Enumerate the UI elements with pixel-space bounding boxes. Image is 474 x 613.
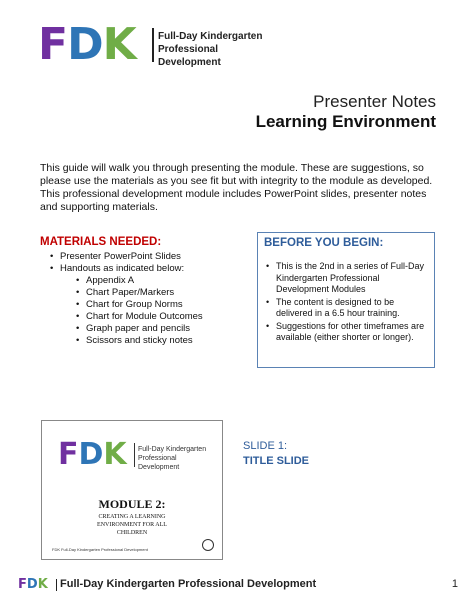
handouts-list xyxy=(60,275,240,347)
list-item: • Chart Paper/Markers xyxy=(78,287,240,299)
slide-logo-letters xyxy=(58,439,127,471)
slide-logo-line1: Full-Day Kindergarten xyxy=(138,446,207,453)
slide-logo xyxy=(58,439,208,473)
list-item: • Chart for Group Norms xyxy=(78,299,240,311)
materials-section xyxy=(40,236,240,347)
logo-letter-d: D xyxy=(67,19,103,70)
logo-letter-f: F xyxy=(58,437,79,472)
footer-logo-letters xyxy=(18,577,48,592)
slide-footer: FDK Full-Day Kindergarten Professional Development xyxy=(52,547,148,552)
logo-subtitle xyxy=(158,30,268,69)
fdk-logo-letters xyxy=(38,19,136,70)
logo-line1: Full-Day Kindergarten xyxy=(158,31,263,42)
slide-title-line: ENVIRONMENT FOR ALL xyxy=(97,522,167,528)
slide-logo-subtitle xyxy=(138,445,208,472)
list-item: • Presenter PowerPoint Slides xyxy=(52,251,240,263)
list-item: • Scissors and sticky notes xyxy=(78,335,240,347)
slide-title-line: CHILDREN xyxy=(116,530,148,536)
slide-name: TITLE SLIDE xyxy=(243,455,309,467)
before-list xyxy=(264,261,428,344)
list-item: • Graph paper and pencils xyxy=(78,323,240,335)
list-item: • This is the 2nd in a series of Full-Day Kindergarten Professional Development Modules xyxy=(264,261,428,296)
list-item: • Chart for Module Outcomes xyxy=(78,311,240,323)
slide-module-title xyxy=(42,513,222,537)
slide-number: SLIDE 1: xyxy=(243,440,288,452)
logo-divider xyxy=(152,28,154,62)
materials-list xyxy=(40,251,240,347)
slide-logo-line2: Professional Development xyxy=(138,455,180,471)
logo-letter-d: D xyxy=(26,577,38,592)
logo-line2: Professional Development xyxy=(158,44,221,68)
logo-letter-f: F xyxy=(18,577,27,592)
slide-title-line: CREATING A LEARNING xyxy=(98,514,166,520)
logo-letter-k: K xyxy=(37,577,48,592)
slide-thumbnail xyxy=(41,420,223,560)
list-item xyxy=(52,263,240,347)
footer-text: Full-Day Kindergarten Professional Development xyxy=(60,578,317,590)
slide-module-label: MODULE 2: xyxy=(98,497,166,511)
logo-letter-k: K xyxy=(102,19,136,70)
list-item: • The content is designed to be delivered in a 6.5 hour training. xyxy=(264,297,428,320)
presenter-notes-label: Presenter Notes xyxy=(313,92,436,111)
before-heading: BEFORE YOU BEGIN: xyxy=(264,237,384,249)
materials-heading: MATERIALS NEEDED: xyxy=(40,236,162,248)
before-you-begin-box xyxy=(257,232,435,368)
fdk-logo xyxy=(38,19,268,70)
page-footer xyxy=(18,577,458,593)
list-item: • Suggestions for other timeframes are available (either shorter or longer). xyxy=(264,321,428,344)
logo-letter-d: D xyxy=(78,437,104,472)
list-item: • Appendix A xyxy=(78,275,240,287)
page-number: 1 xyxy=(451,578,458,590)
footer-divider xyxy=(56,579,57,591)
seal-icon xyxy=(202,539,214,551)
intro-paragraph: This guide will walk you through presenting the module. These are suggestions, so please use the materials as you see fit but with integrity to the module as developed. This professional development module includes PowerPoint slides, presenter notes and supporting materials. xyxy=(40,162,433,213)
list-item-label: Handouts as indicated below: xyxy=(60,263,185,274)
slide-logo-divider xyxy=(134,443,135,467)
logo-letter-k: K xyxy=(103,437,127,472)
page-title: Learning Environment xyxy=(255,112,436,131)
logo-letter-f: F xyxy=(38,19,68,70)
